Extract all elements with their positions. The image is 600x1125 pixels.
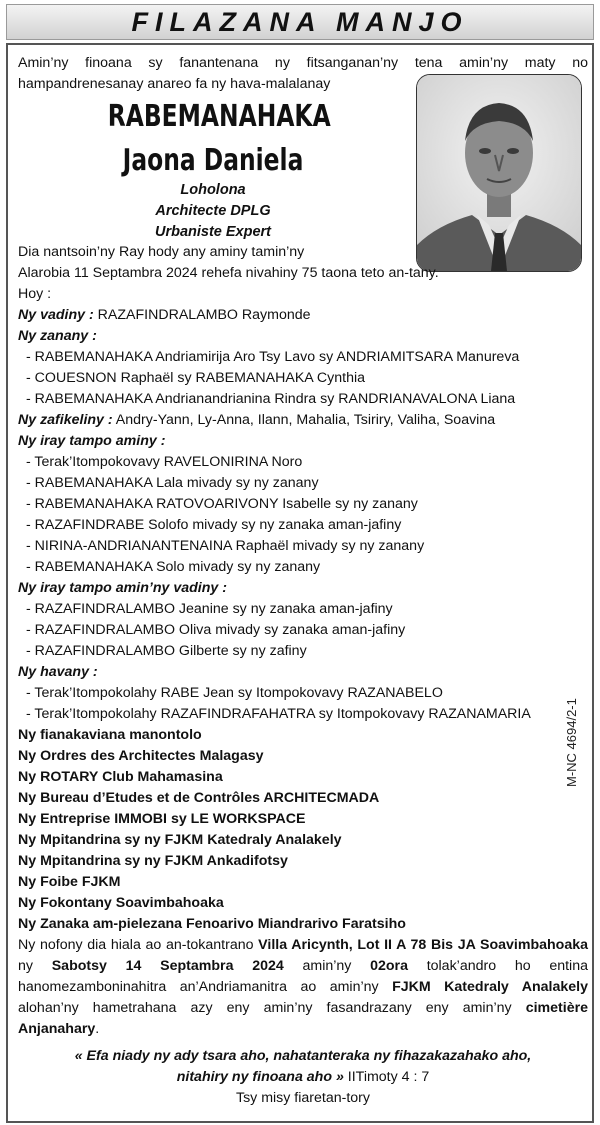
organization-line: Ny ROTARY Club Mahamasina xyxy=(18,769,223,785)
intro-text: Amin’ny finoana sy fanantenana ny fitsanganan’ny tena amin’ny maty no hampandrenesanay anareo fa ny hava-malalanay xyxy=(18,55,588,92)
deceased-titles xyxy=(98,180,328,243)
grandchildren-label: Ny zafikeliny : xyxy=(18,412,113,428)
list-item: - RAZAFINDRALAMBO Oliva mivady sy zanaka aman-jafiny xyxy=(26,622,406,638)
notice-title: FILAZANA MANJO xyxy=(131,7,469,37)
funeral-text: Ny nofony dia hiala ao an-tokantrano xyxy=(18,937,259,953)
list-item: - COUESNON Raphaël sy RABEMANAHAKA Cynthia xyxy=(26,370,366,386)
organization-line: Ny Ordres des Architectes Malagasy xyxy=(18,748,264,764)
list-item: - RABEMANAHAKA Lala mivady sy ny zanany xyxy=(26,475,319,491)
funeral-text: ny xyxy=(18,958,52,974)
list-item: - RABEMANAHAKA Solo mivady sy ny zanany xyxy=(26,559,321,575)
deceased-surname: RABEMANAHAKA xyxy=(107,99,331,134)
funeral-text: . xyxy=(95,1021,100,1037)
organization-line: Ny Entreprise IMMOBI sy LE WORKSPACE xyxy=(18,811,306,827)
organization-line: Ny Zanaka am-pielezana Fenoarivo Miandrarivo Faratsiho xyxy=(18,916,406,932)
title-line: Architecte DPLG xyxy=(155,203,271,219)
organization-line: Ny Foibe FJKM xyxy=(18,874,121,890)
list-item: - NIRINA-ANDRIANANTENAINA Raphaël mivady sy ny zanany xyxy=(26,538,425,554)
notice-header xyxy=(6,4,594,40)
children-label: Ny zanany : xyxy=(18,328,97,344)
list-item: - RAZAFINDRABE Solofo mivady sy ny zanaka aman-jafiny xyxy=(26,517,402,533)
list-item: - Terak’Itompokolahy RABE Jean sy Itompokovavy RAZANABELO xyxy=(26,685,443,701)
quote-line-2 xyxy=(18,1067,588,1088)
death-notice-line: Hoy : xyxy=(18,286,52,302)
funeral-text: tolak’andro ho entina hanomezamboninahitra an’Andriamanitra ao amin’ny xyxy=(18,958,588,995)
grandchildren-names: Andry-Yann, Ly-Anna, Ilann, Mahalia, Tsiriry, Valiha, Soavina xyxy=(115,412,496,428)
list-item: - RABEMANAHAKA Andriamirija Aro Tsy Lavo sy ANDRIAMITSARA Manureva xyxy=(26,349,520,365)
list-item: - RABEMANAHAKA Andrianandrianina Rindra sy RANDRIANAVALONA Liana xyxy=(26,391,516,407)
deceased-given-names: Jaona Daniela xyxy=(122,143,304,178)
list-item: - RAZAFINDRALAMBO Jeanine sy ny zanaka aman-jafiny xyxy=(26,601,393,617)
organization-line: Ny fianakaviana manontolo xyxy=(18,727,202,743)
funeral-church: FJKM Katedraly Analakely xyxy=(392,979,588,995)
funeral-address: Villa Aricynth, Lot II A 78 Bis JA Soavimbahoaka xyxy=(258,937,589,953)
quote-reference: IITimoty 4 : 7 xyxy=(343,1069,430,1085)
death-notice-line: Dia nantsoin’ny Ray hody any aminy tamin’ny xyxy=(18,244,305,260)
organization-line: Ny Mpitandrina sy ny FJKM Ankadifotsy xyxy=(18,853,288,869)
notice-body xyxy=(18,242,588,1109)
title-line: Urbaniste Expert xyxy=(154,224,272,240)
funeral-details xyxy=(18,935,588,1040)
spouse-name: RAZAFINDRALAMBO Raymonde xyxy=(97,307,311,323)
list-item: - RABEMANAHAKA RATOVOARIVONY Isabelle sy ny zanany xyxy=(26,496,418,512)
funeral-text: amin’ny xyxy=(283,958,371,974)
side-reference-code: M-NC 4694/2-1 xyxy=(564,698,579,787)
quote-text: nitahiry ny finoana aho » xyxy=(176,1069,344,1085)
organization-line: Ny Fokontany Soavimbahoaka xyxy=(18,895,224,911)
closing-line: Tsy misy fiaretan-tory xyxy=(235,1090,371,1106)
list-item: - Terak’Itompokovavy RAVELONIRINA Noro xyxy=(26,454,303,470)
spouse-label: Ny vadiny : xyxy=(18,307,94,323)
spouse-siblings-label: Ny iray tampo amin’ny vadiny : xyxy=(18,580,227,596)
funeral-date: Sabotsy 14 Septambra 2024 xyxy=(51,958,284,974)
spouse-line xyxy=(18,305,588,326)
organization-line: Ny Mpitandrina sy ny FJKM Katedraly Analakely xyxy=(18,832,342,848)
list-item: - RAZAFINDRALAMBO Gilberte sy ny zafiny xyxy=(26,643,307,659)
funeral-text: alohan’ny hametrahana azy eny amin’ny fasandrazany eny amin’ny xyxy=(18,1000,526,1016)
list-item: - Terak’Itompokolahy RAZAFINDRAFAHATRA sy Itompokovavy RAZANAMARIA xyxy=(26,706,531,722)
bible-quote xyxy=(18,1046,588,1109)
title-line: Loholona xyxy=(180,182,246,198)
relatives-label: Ny havany : xyxy=(18,664,98,680)
grandchildren-line xyxy=(18,410,588,431)
quote-line: « Efa niady ny ady tsara aho, nahatanteraka ny fihazakazahako aho, xyxy=(74,1048,532,1064)
death-notice-line: Alarobia 11 Septambra 2024 rehefa nivahiny 75 taona teto an-tany. xyxy=(18,265,439,281)
funeral-time: 02ora xyxy=(370,958,408,974)
funeral-cemetery: cimetière Anjanahary xyxy=(18,1000,588,1037)
notice-frame xyxy=(6,43,594,1123)
siblings-label: Ny iray tampo aminy : xyxy=(18,433,166,449)
organization-line: Ny Bureau d’Etudes et de Contrôles ARCHITECMADA xyxy=(18,790,380,806)
